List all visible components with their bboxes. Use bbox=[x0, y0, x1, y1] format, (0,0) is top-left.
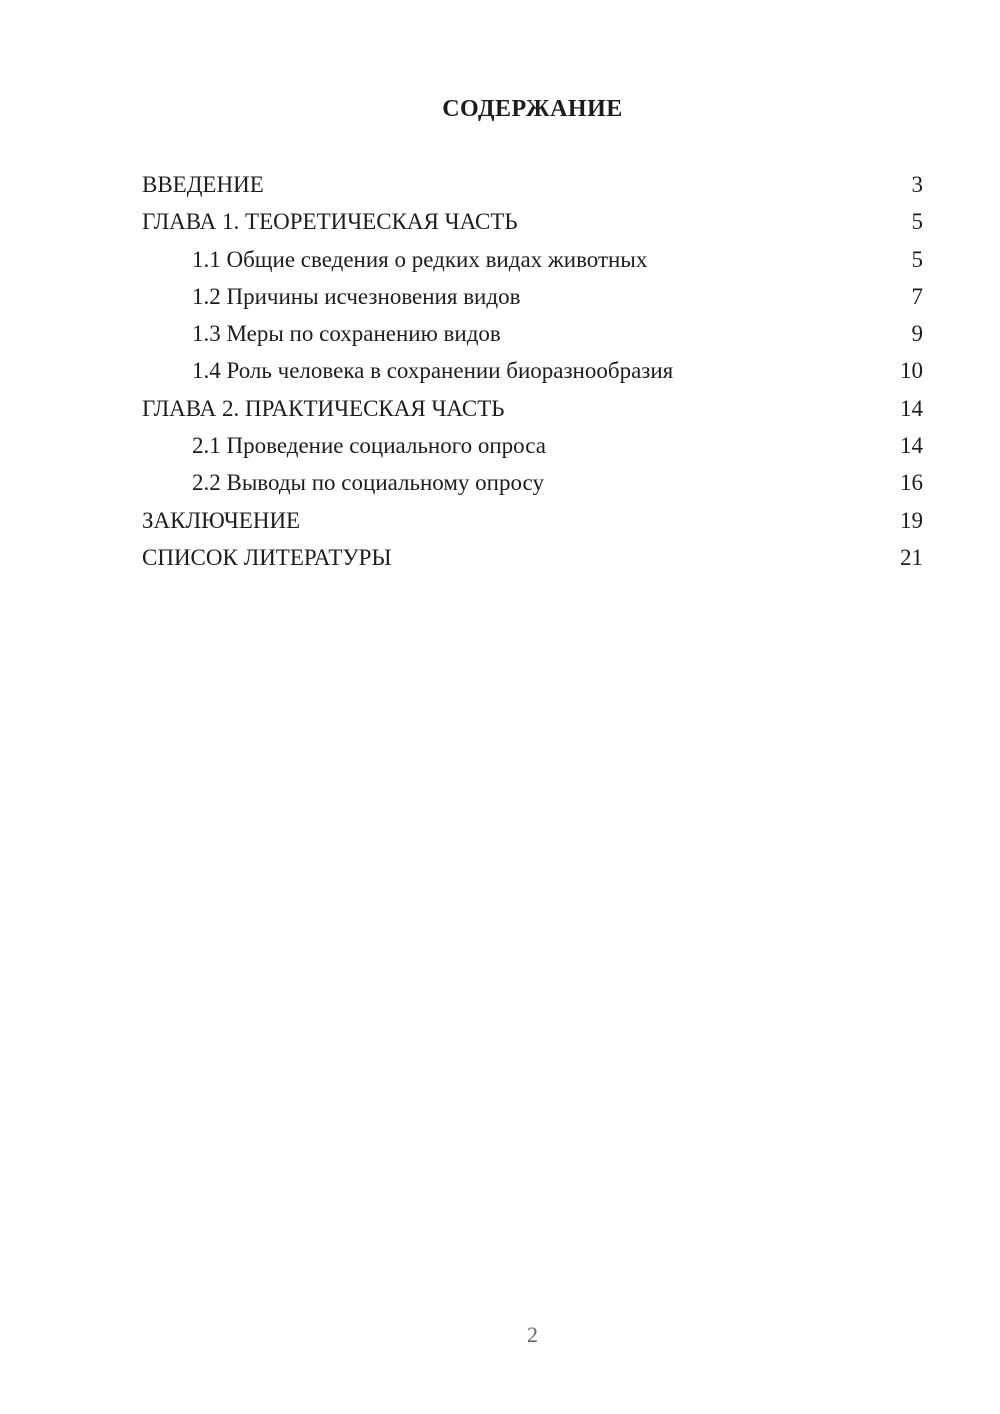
toc-entry-label: 1.1 Общие сведения о редких видах животных bbox=[192, 246, 648, 272]
toc-entry-label: 2.2 Выводы по социальному опросу bbox=[192, 470, 544, 496]
toc-entry-label: ЗАКЛЮЧЕНИЕ bbox=[142, 507, 301, 533]
toc-entry bbox=[142, 203, 923, 240]
toc-entry bbox=[142, 166, 923, 203]
toc-entry-page-number: 7 bbox=[911, 283, 923, 309]
toc-entry bbox=[142, 241, 923, 278]
toc-entry-page-number: 14 bbox=[900, 433, 923, 459]
toc-entry bbox=[142, 352, 923, 389]
toc-entry-page-number: 21 bbox=[900, 544, 923, 570]
page-title: СОДЕРЖАНИЕ bbox=[442, 96, 623, 122]
toc-entry-page-number: 5 bbox=[911, 246, 923, 272]
toc-entry-page-number: 16 bbox=[900, 470, 923, 496]
toc-entry bbox=[142, 464, 923, 501]
toc-entry bbox=[142, 539, 923, 576]
toc-entry-label: 1.2 Причины исчезновения видов bbox=[192, 283, 521, 309]
toc-entry-label: СПИСОК ЛИТЕРАТУРЫ bbox=[142, 544, 392, 570]
toc-entry-label: 1.4 Роль человека в сохранении биоразнообразия bbox=[192, 358, 674, 384]
toc-entry-page-number: 19 bbox=[900, 507, 923, 533]
toc-entry-page-number: 5 bbox=[911, 209, 923, 235]
toc-entry-page-number: 14 bbox=[900, 395, 923, 421]
toc-entry-label: ГЛАВА 2. ПРАКТИЧЕСКАЯ ЧАСТЬ bbox=[142, 395, 505, 421]
toc-entry-label: 2.1 Проведение социального опроса bbox=[192, 433, 546, 459]
toc-entry bbox=[142, 390, 923, 427]
page-content bbox=[142, 94, 923, 576]
toc-entry bbox=[142, 427, 923, 464]
toc-entry bbox=[142, 278, 923, 315]
toc-entry-page-number: 10 bbox=[900, 358, 923, 384]
toc-entry bbox=[142, 315, 923, 352]
table-of-contents bbox=[142, 166, 923, 576]
toc-entry-page-number: 9 bbox=[911, 321, 923, 347]
footer-page-number: 2 bbox=[527, 1322, 538, 1347]
toc-entry-label: ВВЕДЕНИЕ bbox=[142, 172, 264, 197]
toc-entry-label: 1.3 Меры по сохранению видов bbox=[192, 321, 501, 347]
toc-entry bbox=[142, 502, 923, 539]
toc-entry-label: ГЛАВА 1. ТЕОРЕТИЧЕСКАЯ ЧАСТЬ bbox=[142, 209, 518, 235]
toc-entry-page-number: 3 bbox=[911, 172, 923, 197]
